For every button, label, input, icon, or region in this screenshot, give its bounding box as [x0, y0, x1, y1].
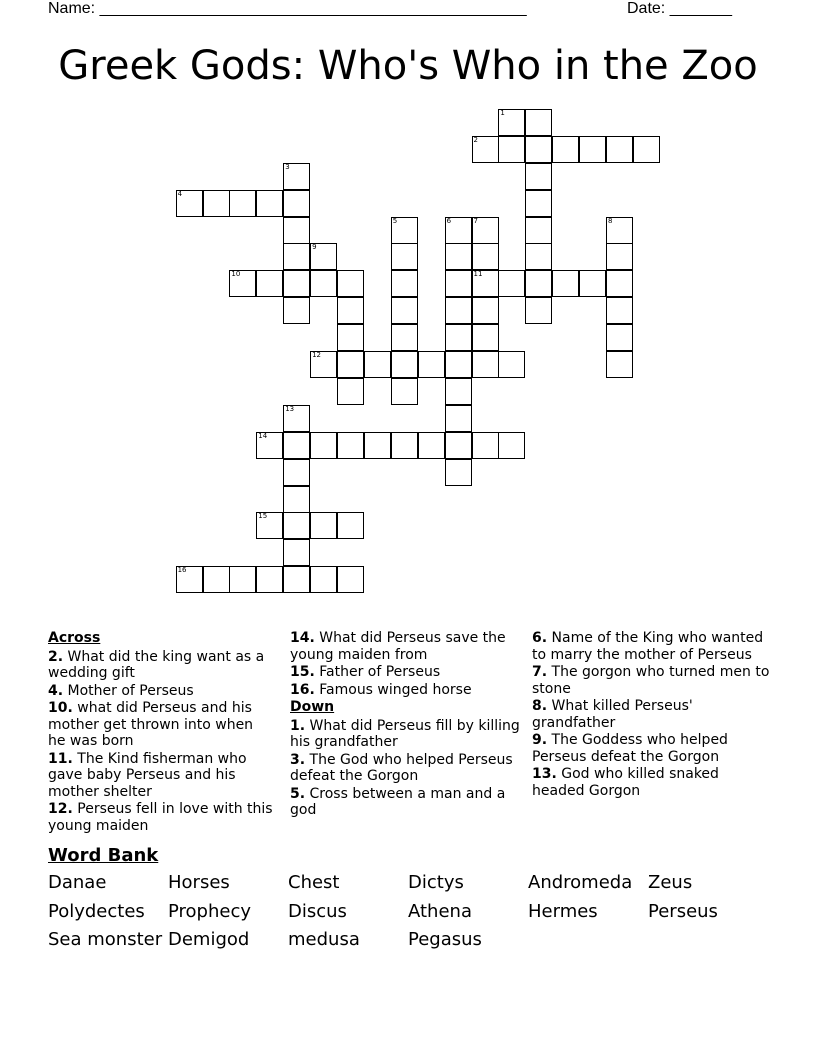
grid-cell[interactable]: [445, 432, 472, 459]
grid-cell[interactable]: [418, 432, 445, 459]
grid-cell[interactable]: [310, 512, 337, 539]
grid-cell[interactable]: [203, 190, 230, 217]
clue-number: 1: [500, 108, 505, 117]
grid-cell[interactable]: [552, 270, 579, 297]
word-bank-word: Prophecy: [168, 901, 252, 922]
grid-cell[interactable]: [445, 378, 472, 405]
grid-cell[interactable]: [552, 136, 579, 163]
grid-cell[interactable]: [337, 270, 364, 297]
grid-cell[interactable]: [337, 432, 364, 459]
word-bank-word: Pegasus: [408, 929, 482, 950]
clue-number: 11: [473, 270, 483, 279]
clue-number: 13: [285, 404, 295, 413]
grid-cell[interactable]: [229, 190, 256, 217]
grid-cell[interactable]: [391, 351, 418, 378]
grid-cell[interactable]: [310, 566, 337, 593]
grid-cell[interactable]: [606, 297, 633, 324]
name-line: Name: ________________________________________________: [48, 0, 527, 17]
grid-cell[interactable]: [283, 486, 310, 513]
word-bank-word: Zeus: [648, 872, 693, 893]
grid-cell[interactable]: [472, 243, 499, 270]
word-bank-word: Polydectes: [48, 901, 145, 922]
clue-number: 9: [312, 243, 317, 252]
grid-cell[interactable]: [337, 566, 364, 593]
grid-cell[interactable]: [472, 351, 499, 378]
grid-cell[interactable]: [256, 566, 283, 593]
grid-cell[interactable]: [283, 270, 310, 297]
grid-cell[interactable]: [606, 243, 633, 270]
grid-cell[interactable]: [337, 351, 364, 378]
grid-cell[interactable]: [445, 459, 472, 486]
grid-cell[interactable]: [391, 378, 418, 405]
grid-cell[interactable]: [525, 243, 552, 270]
clue-number: 14: [258, 431, 268, 440]
grid-cell[interactable]: [525, 217, 552, 244]
grid-cell[interactable]: [310, 432, 337, 459]
word-bank-word: Danae: [48, 872, 107, 893]
grid-cell[interactable]: [579, 270, 606, 297]
grid-cell[interactable]: [337, 512, 364, 539]
clue-column-1: [48, 630, 273, 835]
grid-cell[interactable]: [472, 217, 499, 244]
grid-cell[interactable]: [256, 190, 283, 217]
across-heading: Across: [48, 630, 101, 646]
clue-across-10: 10. what did Perseus and his mother get thrown into when he was born: [48, 700, 254, 749]
word-bank-word: Chest: [288, 872, 340, 893]
clue-number: 2: [473, 135, 478, 144]
clue-across-11: 11. The Kind fisherman who gave baby Perseus and his mother shelter: [48, 750, 247, 800]
grid-cell[interactable]: [283, 459, 310, 486]
clue-column-3: [532, 630, 772, 800]
grid-cell[interactable]: [525, 136, 552, 163]
word-bank-word: Discus: [288, 901, 347, 922]
grid-cell[interactable]: [498, 136, 525, 163]
grid-cell[interactable]: [364, 432, 391, 459]
grid-cell[interactable]: [283, 539, 310, 566]
grid-cell[interactable]: [337, 324, 364, 351]
clue-down-8: 8. What killed Perseus' grandfather: [532, 698, 693, 731]
clue-across-14: 14. What did Perseus save the young maiden from: [290, 630, 506, 663]
clue-number: 6: [446, 216, 452, 225]
grid-cell[interactable]: [606, 217, 633, 244]
word-bank-word: Sea monster: [48, 929, 163, 950]
grid-cell[interactable]: [283, 163, 310, 190]
grid-cell[interactable]: [337, 378, 364, 405]
grid-cell[interactable]: [283, 243, 310, 270]
clue-across-15: 15. Father of Perseus: [290, 664, 441, 680]
grid-cell[interactable]: [525, 270, 552, 297]
word-bank-word: Demigod: [168, 929, 250, 950]
grid-cell[interactable]: [391, 270, 418, 297]
clue-across-2: 2. What did the king want as a wedding gift: [48, 648, 265, 681]
grid-cell[interactable]: [606, 136, 633, 163]
clue-across-4: 4. Mother of Perseus: [48, 682, 194, 699]
word-bank-title: Word Bank: [48, 845, 159, 866]
grid-cell[interactable]: [445, 405, 472, 432]
clue-down-1: 1. What did Perseus fill by killing his grandfather: [290, 717, 520, 750]
grid-cell[interactable]: [229, 566, 256, 593]
grid-cell[interactable]: [445, 270, 472, 297]
clue-down-7: 7. The gorgon who turned men to stone: [532, 664, 770, 697]
date-line: Date: _______: [627, 0, 732, 17]
grid-cell[interactable]: [498, 351, 525, 378]
clue-number: 3: [285, 162, 290, 171]
grid-cell[interactable]: [283, 512, 310, 539]
grid-cell[interactable]: [472, 432, 499, 459]
grid-cell[interactable]: [498, 432, 525, 459]
grid-cell[interactable]: [472, 297, 499, 324]
clue-across-12: 12. Perseus fell in love with this young maiden: [48, 801, 273, 834]
grid-cell[interactable]: [606, 351, 633, 378]
grid-cell[interactable]: [283, 432, 310, 459]
grid-cell[interactable]: [498, 109, 525, 136]
grid-cell[interactable]: [310, 270, 337, 297]
grid-cell[interactable]: [445, 324, 472, 351]
grid-cell[interactable]: [579, 136, 606, 163]
grid-cell[interactable]: [525, 190, 552, 217]
grid-cell[interactable]: [229, 270, 256, 297]
grid-cell[interactable]: [498, 270, 525, 297]
clue-number: 15: [258, 512, 268, 521]
grid-cell[interactable]: [525, 109, 552, 136]
clue-number: 16: [177, 566, 187, 575]
clue-number: 12: [312, 351, 322, 359]
word-bank-word: Hermes: [528, 901, 598, 922]
grid-cell[interactable]: [203, 566, 230, 593]
clue-down-9: 9. The Goddess who helped Perseus defeat the Gorgon: [532, 732, 728, 765]
clue-number: 4: [177, 189, 183, 198]
grid-cell[interactable]: [391, 432, 418, 459]
grid-cell[interactable]: [391, 324, 418, 351]
grid-cell[interactable]: [391, 217, 418, 244]
word-bank-word: medusa: [288, 929, 360, 950]
grid-cell[interactable]: [445, 297, 472, 324]
grid-cell[interactable]: [283, 217, 310, 244]
grid-cell[interactable]: [472, 270, 499, 297]
grid-cell[interactable]: [472, 136, 499, 163]
grid-cell[interactable]: [472, 324, 499, 351]
word-bank-word: Dictys: [408, 872, 464, 893]
clue-down-3: 3. The God who helped Perseus defeat the Gorgon: [290, 751, 513, 784]
grid-cell[interactable]: [525, 163, 552, 190]
grid-cell[interactable]: [176, 190, 203, 217]
clue-down-13: 13. God who killed snaked headed Gorgon: [532, 766, 719, 799]
grid-cell[interactable]: [337, 297, 364, 324]
grid-cell[interactable]: [633, 136, 660, 163]
clue-number: 5: [392, 216, 398, 225]
clue-down-6: 6. Name of the King who wanted to marry the mother of Perseus: [532, 630, 764, 663]
grid-cell[interactable]: [606, 324, 633, 351]
grid-cell[interactable]: [525, 297, 552, 324]
grid-cell[interactable]: [283, 405, 310, 432]
clue-number: 10: [231, 270, 241, 279]
grid-cell[interactable]: [283, 566, 310, 593]
clue-column-2: [290, 630, 520, 820]
grid-cell[interactable]: [310, 351, 337, 378]
word-bank-word: Athena: [408, 901, 472, 922]
grid-cell[interactable]: [283, 190, 310, 217]
clue-number: 8: [608, 216, 613, 225]
grid-cell[interactable]: [256, 512, 283, 539]
down-heading: Down: [290, 699, 335, 715]
word-bank-word: Perseus: [648, 901, 718, 922]
grid-cell[interactable]: [310, 243, 337, 270]
clue-across-16: 16. Famous winged horse: [290, 681, 472, 698]
grid-cell[interactable]: [391, 243, 418, 270]
grid-cell[interactable]: [256, 432, 283, 459]
grid-cell[interactable]: [418, 351, 445, 378]
page-title: Greek Gods: Who's Who in the Zoo: [58, 43, 758, 89]
grid-cell[interactable]: [445, 351, 472, 378]
grid-cell[interactable]: [445, 243, 472, 270]
grid-cell[interactable]: [606, 270, 633, 297]
clue-down-5: 5. Cross between a man and a god: [290, 785, 506, 818]
grid-cell[interactable]: [391, 297, 418, 324]
grid-cell[interactable]: [176, 566, 203, 593]
clue-number: 7: [473, 216, 478, 225]
grid-cell[interactable]: [364, 351, 391, 378]
word-bank-word: Andromeda: [528, 872, 633, 893]
grid-cell[interactable]: [256, 270, 283, 297]
grid-cell[interactable]: [445, 217, 472, 244]
grid-cell[interactable]: [283, 297, 310, 324]
word-bank-word: Horses: [168, 872, 230, 893]
